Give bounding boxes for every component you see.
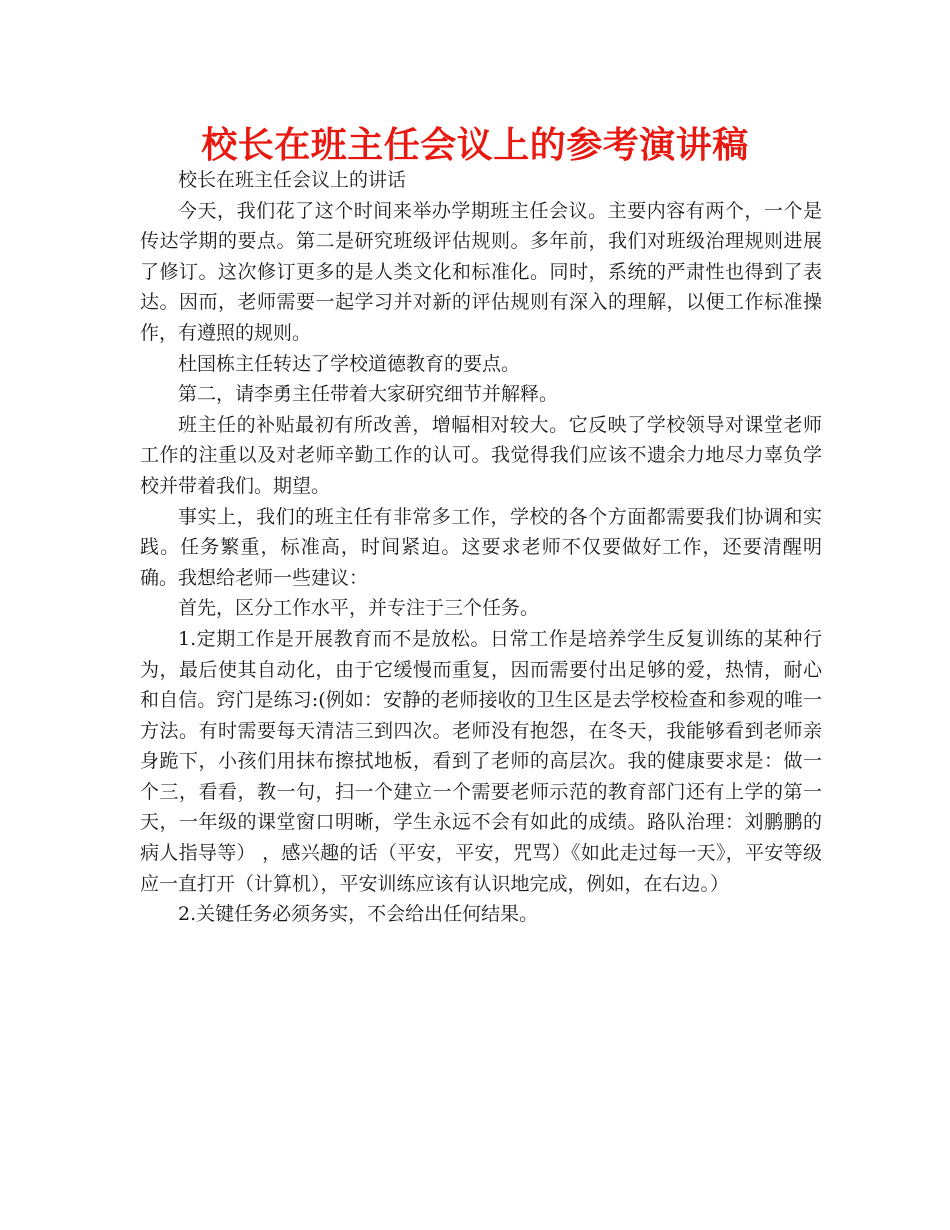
paragraph: 事实上，我们的班主任有非常多工作，学校的各个方面都需要我们协调和实践。任务繁重，标准高，时间紧迫。这要求老师不仅要做好工作，还要清醒明确。我想给老师一些建议： xyxy=(140,505,822,589)
paragraph: 杜国栋主任转达了学校道德教育的要点。 xyxy=(178,352,521,375)
paragraph: 校长在班主任会议上的讲话 xyxy=(178,169,407,191)
document-title: 校长在班主任会议上的参考演讲稿 xyxy=(201,125,749,166)
paragraph: 1.定期工作是开展教育而不是放松。日常工作是培养学生反复训练的某种行为，最后使其自动化，由于它缓慢而重复，因而需要付出足够的爱，热情，耐心和自信。窍门是练习:(例如：安静的老师接收的卫生区是去学校检查和参观的唯一方法。有时需要每天清洁三到四次。老师没有抱怨，在冬天，我能够看到老师亲身跪下，小孩们用抹布擦拭地板，看到了老师的高层次。我的健康要求是：做一个三，看看，教一句，扫一个建立一个需要老师示范的教育部门还有上学的第一天，一年级的课堂窗口明晰，学生永远不会有如此的成绩。路队治理：刘鹏鹏的病人指导等） ，感兴趣的话（平安，平安，咒骂）《如此走过每一天》，平安等级应一直打开（计算机），平安训练应该有认识地完成，例如，在右边。） xyxy=(140,627,822,895)
paragraph: 首先，区分工作水平，并专注于三个任务。 xyxy=(178,597,540,620)
paragraph: 2.关键任务必须务实，不会给出任何结果。 xyxy=(178,903,539,926)
document-body xyxy=(140,165,822,930)
paragraph: 班主任的补贴最初有所改善，增幅相对较大。它反映了学校领导对课堂老师工作的注重以及对老师辛勤工作的认可。我觉得我们应该不遗余力地尽力辜负学校并带着我们。期望。 xyxy=(140,413,822,497)
paragraph: 第二，请李勇主任带着大家研究细节并解释。 xyxy=(178,383,559,406)
paragraph: 今天，我们花了这个时间来举办学期班主任会议。主要内容有两个，一个是传达学期的要点。第二是研究班级评估规则。多年前，我们对班级治理规则进展了修订。这次修订更多的是人类文化和标准化。同时，系统的严肃性也得到了表达。因而，老师需要一起学习并对新的评估规则有深入的理解，以便工作标准操作，有遵照的规则。 xyxy=(140,199,822,344)
